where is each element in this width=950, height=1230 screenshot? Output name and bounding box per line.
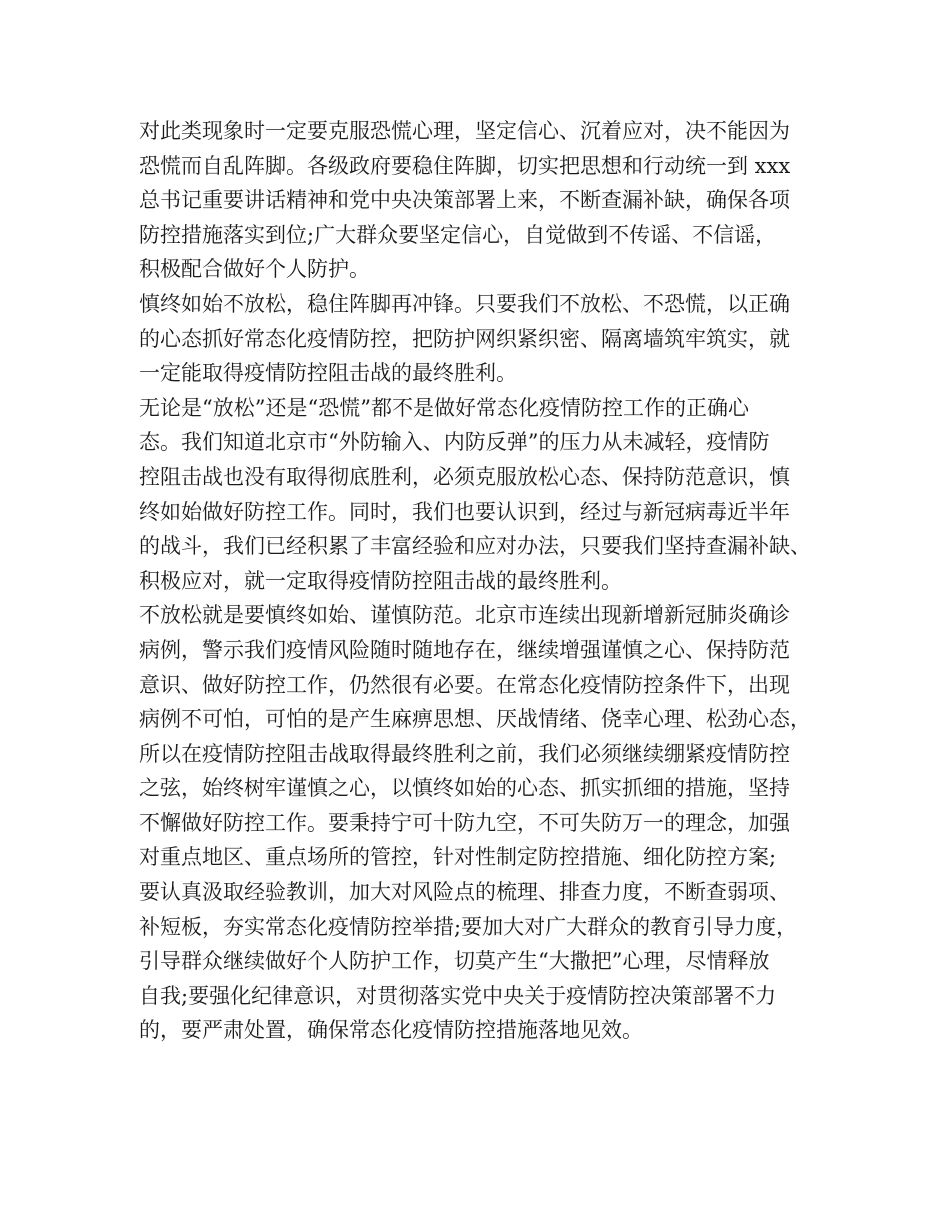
paragraph-1: 对此类现象时一定要克服恐慌心理，坚定信心、沉着应对，决不能因为 恐慌而自乱阵脚。各级政府要稳住阵脚，切实把思想和行动统一到 xxx 总书记重要讲话精神和党中央决策部署上来，不断查漏补缺，确保各项 防控措施落实到位;广大群众要坚定信心，自觉做到不传谣、不信谣， 积极配合做好个人防护。 [139,119,791,282]
paragraph-3: 无论是“放松”还是“恐慌”都不是做好常态化疫情防控工作的正确心 态。我们知道北京市“外防输入、内防反弹”的压力从未减轻，疫情防 控阻击战也没有取得彻底胜利，必须克服放松心态、保持防范意识，慎 终如始做好防控工作。同时，我们也要认识到，经过与新冠病毒近半年 的战斗，我们已经积累了丰富经验和应对办法，只要我们坚持查漏补缺、 积极应对，就一定取得疫情防控阻击战的最终胜利。 [139,395,811,593]
paragraph-2: 慎终如始不放松，稳住阵脚再冲锋。只要我们不放松、不恐慌，以正确 的心态抓好常态化疫情防控，把防护网织紧织密、隔离墙筑牢筑实，就 一定能取得疫情防控阻击战的最终胜利。 [139,291,790,386]
document-body [139,114,829,1048]
paragraph-4: 不放松就是要慎终如始、谨慎防范。北京市连续出现新增新冠肺炎确诊 病例，警示我们疫情风险随时随地存在，继续增强谨慎之心、保持防范 意识、做好防控工作，仍然很有必要。在常态化疫情防控条件下，出现 病例不可怕，可怕的是产生麻痹思想、厌战情绪、侥幸心理、松劲心态， 所以在疫情防控阻击战取得最终胜利之前，我们必须继续绷紧疫情防控 之弦，始终树牢谨慎之心，以慎终如始的心态、抓实抓细的措施，坚持 不懈做好防控工作。要秉持宁可十防九空，不可失防万一的理念，加强 对重点地区、重点场所的管控，针对性制定防控措施、细化防控方案; 要认真汲取经验教训，加大对风险点的梳理、排查力度，不断查弱项、 补短板，夯实常态化疫情防控举措;要加大对广大群众的教育引导力度， 引导群众继续做好个人防护工作，切莫产生“大撒把”心理，尽情释放 自我;要强化纪律意识，对贯彻落实党中央关于疫情防控决策部署不力 的，要严肃处置，确保常态化疫情防控措施落地见效。 [139,603,811,1043]
